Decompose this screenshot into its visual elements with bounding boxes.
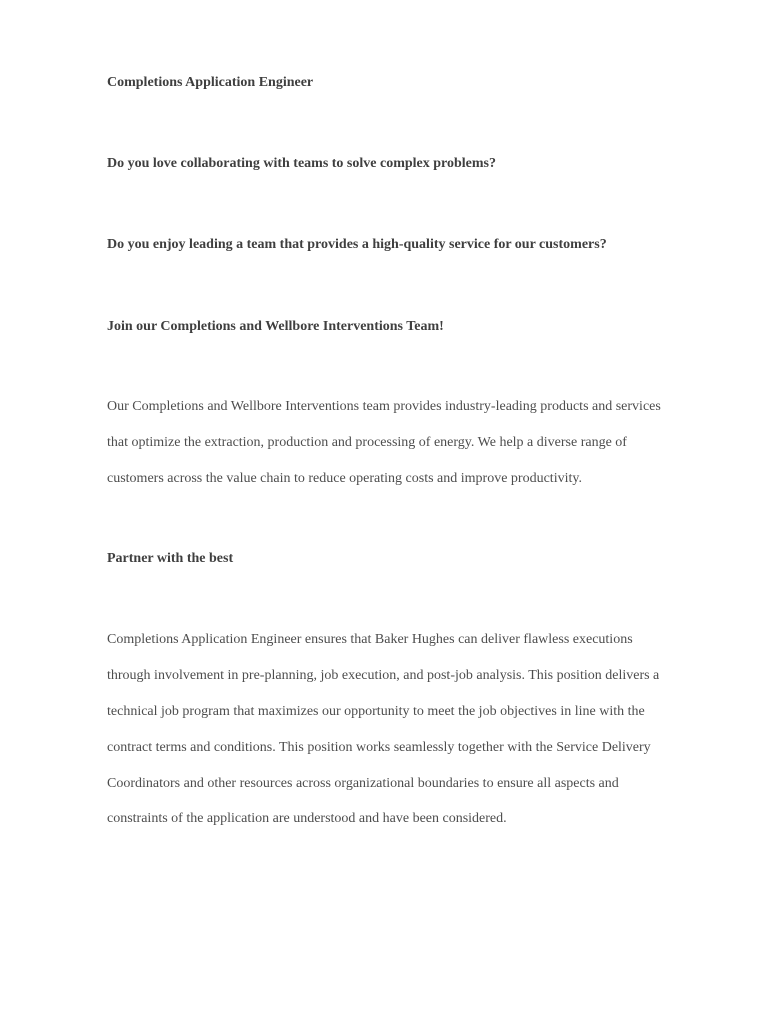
document-title: Completions Application Engineer bbox=[107, 75, 314, 90]
role-line: contract terms and conditions. This position works seamlessly together with the Service Delivery bbox=[107, 740, 651, 755]
question-collaborating: Do you love collaborating with teams to solve complex problems? bbox=[107, 156, 496, 171]
role-line: through involvement in pre-planning, job execution, and post-job analysis. This position delivers a bbox=[107, 668, 660, 683]
role-line: constraints of the application are understood and have been considered. bbox=[107, 811, 507, 826]
role-line: technical job program that maximizes our opportunity to meet the job objectives in line with the bbox=[107, 704, 645, 719]
role-line: Coordinators and other resources across organizational boundaries to ensure all aspects and bbox=[107, 776, 619, 791]
role-line: Completions Application Engineer ensures that Baker Hughes can deliver flawless executions bbox=[107, 632, 633, 647]
intro-line: Our Completions and Wellbore Interventions team provides industry-leading products and services bbox=[107, 399, 661, 414]
intro-line: customers across the value chain to reduce operating costs and improve productivity. bbox=[107, 471, 582, 486]
intro-line: that optimize the extraction, production and processing of energy. We help a diverse range of bbox=[107, 435, 627, 450]
join-heading: Join our Completions and Wellbore Interventions Team! bbox=[107, 319, 444, 334]
question-leading: Do you enjoy leading a team that provides a high-quality service for our customers? bbox=[107, 237, 607, 252]
partner-heading: Partner with the best bbox=[107, 551, 234, 566]
